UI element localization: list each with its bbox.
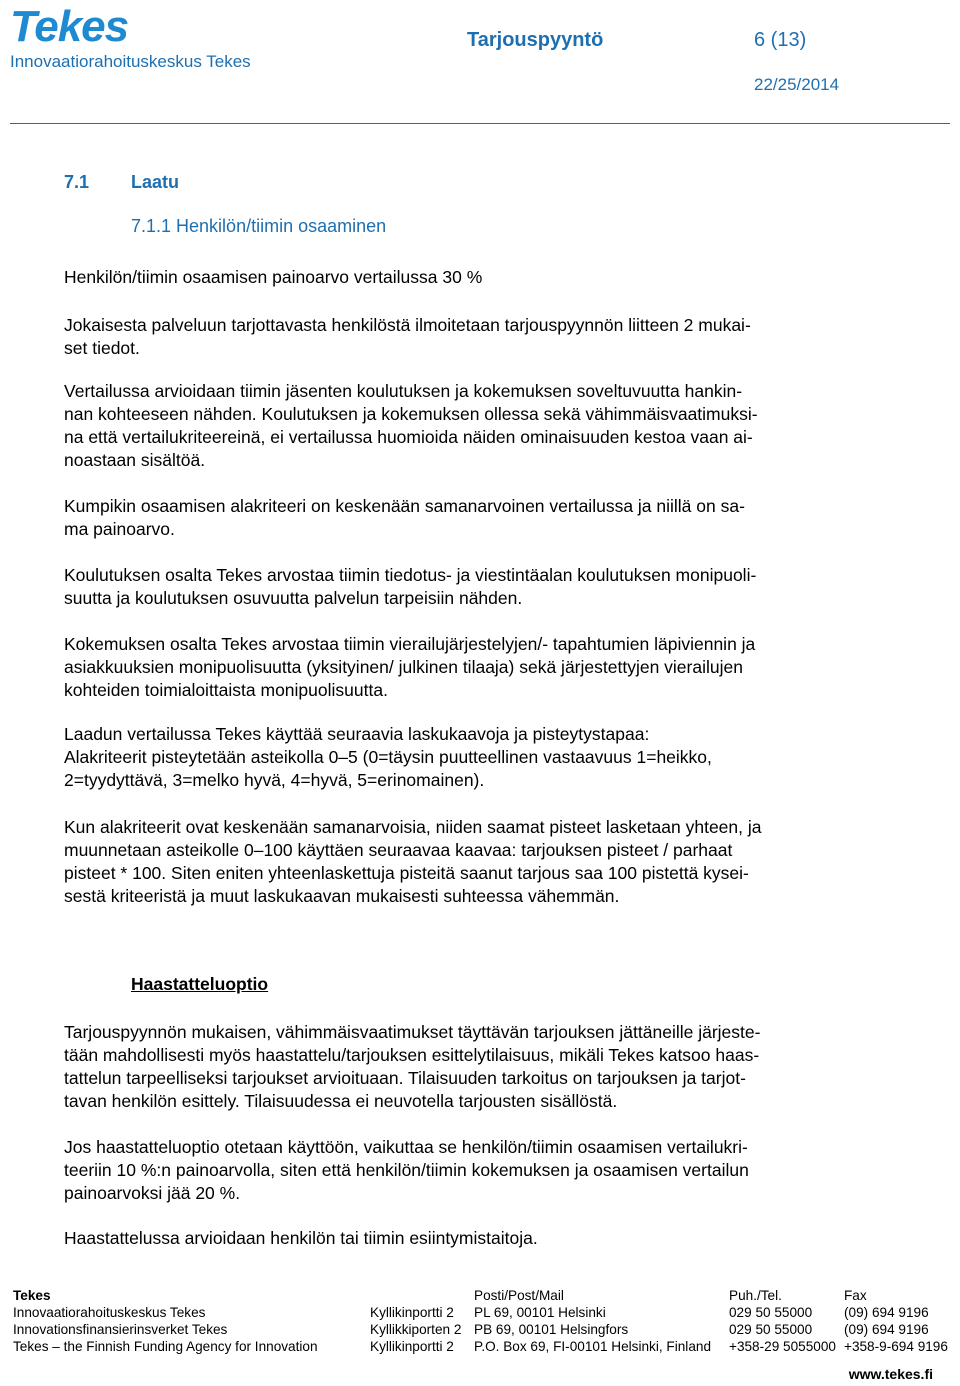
footer-tel: +358-29 5055000: [729, 1339, 836, 1354]
text-line: tavan henkilön esittely. Tilaisuudessa ei neuvotella tarjousten sisällöstä.: [64, 1091, 618, 1111]
text-line: Koulutuksen osalta Tekes arvostaa tiimin tiedotus- ja viestintäalan koulutuksen monipuoli-: [64, 565, 757, 585]
section-title: Laatu: [131, 172, 180, 192]
website-link[interactable]: www.tekes.fi: [848, 1366, 933, 1382]
footer-postal: PL 69, 00101 Helsinki: [474, 1305, 606, 1320]
subsection-title: 7.1.1 Henkilön/tiimin osaaminen: [131, 216, 387, 236]
paragraph-education: [64, 564, 864, 610]
footer-fax-label: Fax: [844, 1288, 867, 1303]
footer-name: Innovationsfinansierinsverket Tekes: [13, 1322, 228, 1337]
section-number: 7.1: [64, 172, 90, 192]
footer-row: [13, 1339, 948, 1356]
text-line: Jos haastatteluoptio otetaan käyttöön, vaikuttaa se henkilön/tiimin osaamisen vertailukri-: [64, 1137, 748, 1157]
footer-tel: 029 50 55000: [729, 1305, 813, 1320]
text-line: Jokaisesta palveluun tarjottavasta henkilöstä ilmoitetaan tarjouspyynnön liitteen 2 mukai-: [64, 315, 751, 335]
page-number: 6 (13): [754, 29, 807, 51]
text-line: Alakriteerit pisteytetään asteikolla 0–5 (0=täysin puutteellinen vastaavuus 1=heikko,: [64, 747, 712, 767]
footer-postal: PB 69, 00101 Helsingfors: [474, 1322, 629, 1337]
text-line: pisteet * 100. Siten eniten yhteenlaskettuja pisteitä saanut tarjous saa 100 pistettä kysei-: [64, 863, 749, 883]
footer-name: Tekes – the Finnish Funding Agency for Innovation: [13, 1339, 318, 1354]
paragraph-evaluation: [64, 380, 864, 472]
text-line: tään mahdollisesti myös haastattelu/tarjouksen esittelytilaisuus, mikäli Tekes katsoo haas-: [64, 1045, 760, 1065]
footer-tel: 029 50 55000: [729, 1322, 813, 1337]
footer-tel-label: Puh./Tel.: [729, 1288, 782, 1303]
footer-fax: (09) 694 9196: [844, 1322, 929, 1337]
text-line: sestä kriteeristä ja muut laskukaavan mukaisesti suhteessa vähemmän.: [64, 886, 620, 906]
text-line: tattelun tarpeelliseksi tarjoukset arvioituaan. Tilaisuuden tarkoitus on tarjouksen ja tarjot-: [64, 1068, 746, 1088]
footer-mail-label: Posti/Post/Mail: [474, 1288, 564, 1303]
paragraph-weight: [64, 266, 864, 289]
text-line: noastaan sisältöä.: [64, 450, 206, 470]
footer-row: [13, 1322, 943, 1339]
paragraph-subcriteria: [64, 495, 864, 541]
footer-fax: +358-9-694 9196: [844, 1339, 948, 1354]
interview-heading: Haastatteluoptio: [131, 974, 269, 994]
text-line: Laadun vertailussa Tekes käyttää seuraavia laskukaavoja ja pisteytystapaa:: [64, 724, 650, 744]
text-line: kohteiden toimialoittaista monipuolisuutta.: [64, 680, 388, 700]
footer-street: Kyllikkiporten 2: [370, 1322, 462, 1337]
paragraph-scoring: [64, 723, 864, 792]
document-date: 22/25/2014: [754, 75, 840, 94]
header-divider: [10, 123, 950, 124]
text-line: set tiedot.: [64, 338, 140, 358]
footer-name: Innovaatiorahoituskeskus Tekes: [13, 1305, 206, 1320]
text-line: 2=tyydyttävä, 3=melko hyvä, 4=hyvä, 5=erinomainen).: [64, 770, 485, 790]
text-line: muunnetaan asteikolle 0–100 käyttäen seuraavaa kaavaa: tarjouksen pisteet / parhaat: [64, 840, 733, 860]
paragraph-experience: [64, 633, 864, 702]
text-line: painoarvoksi jää 20 %.: [64, 1183, 241, 1203]
text-line: na että vertailukriteereinä, ei vertailussa huomioida näiden ominaisuuden kestoa vaan ai-: [64, 427, 753, 447]
text-line: Vertailussa arvioidaan tiimin jäsenten koulutuksen ja kokemuksen soveltuvuutta hankin-: [64, 381, 743, 401]
paragraph-interview-weight: [64, 1136, 864, 1205]
text-line: Henkilön/tiimin osaamisen painoarvo vertailussa 30 %: [64, 267, 483, 287]
footer-company: Tekes: [13, 1288, 51, 1303]
paragraph-interview-assessment: [64, 1227, 864, 1250]
paragraph-interview: [64, 1021, 864, 1113]
footer-fax: (09) 694 9196: [844, 1305, 929, 1320]
text-line: suutta ja koulutuksen osuvuutta palvelun tarpeisiin nähden.: [64, 588, 523, 608]
footer-street: Kyllikinportti 2: [370, 1305, 454, 1320]
footer-row: [13, 1305, 943, 1322]
footer-header-row: [13, 1288, 943, 1305]
paragraph-formula: [64, 816, 864, 908]
organization-name: Innovaatiorahoituskeskus Tekes: [10, 52, 251, 71]
text-line: asiakkuuksien monipuolisuutta (yksityinen/ julkinen tilaaja) sekä järjestettyjen vierailujen: [64, 657, 743, 677]
tekes-logo: Tekes: [10, 2, 129, 51]
footer-postal: P.O. Box 69, FI-00101 Helsinki, Finland: [474, 1339, 712, 1354]
text-line: Tarjouspyynnön mukaisen, vähimmäisvaatimukset täyttävän tarjouksen jättäneille järjeste-: [64, 1022, 761, 1042]
text-line: Kumpikin osaamisen alakriteeri on keskenään samanarvoinen vertailussa ja niillä on sa-: [64, 496, 745, 516]
text-line: Kokemuksen osalta Tekes arvostaa tiimin vierailujärjestelyjen/- tapahtumien läpiviennin ja: [64, 634, 756, 654]
text-line: Haastattelussa arvioidaan henkilön tai tiimin esiintymistaitoja.: [64, 1228, 538, 1248]
paragraph-staff: [64, 314, 864, 360]
text-line: teeriin 10 %:n painoarvolla, siten että henkilön/tiimin kokemuksen ja osaamisen vertailun: [64, 1160, 749, 1180]
footer-street: Kyllikinportti 2: [370, 1339, 454, 1354]
document-title: Tarjouspyyntö: [467, 29, 604, 51]
text-line: ma painoarvo.: [64, 519, 175, 539]
text-line: Kun alakriteerit ovat keskenään samanarvoisia, niiden saamat pisteet lasketaan yhteen, ja: [64, 817, 762, 837]
text-line: nan kohteeseen nähden. Koulutuksen ja kokemuksen ollessa sekä vähimmäisvaatimuksi-: [64, 404, 758, 424]
